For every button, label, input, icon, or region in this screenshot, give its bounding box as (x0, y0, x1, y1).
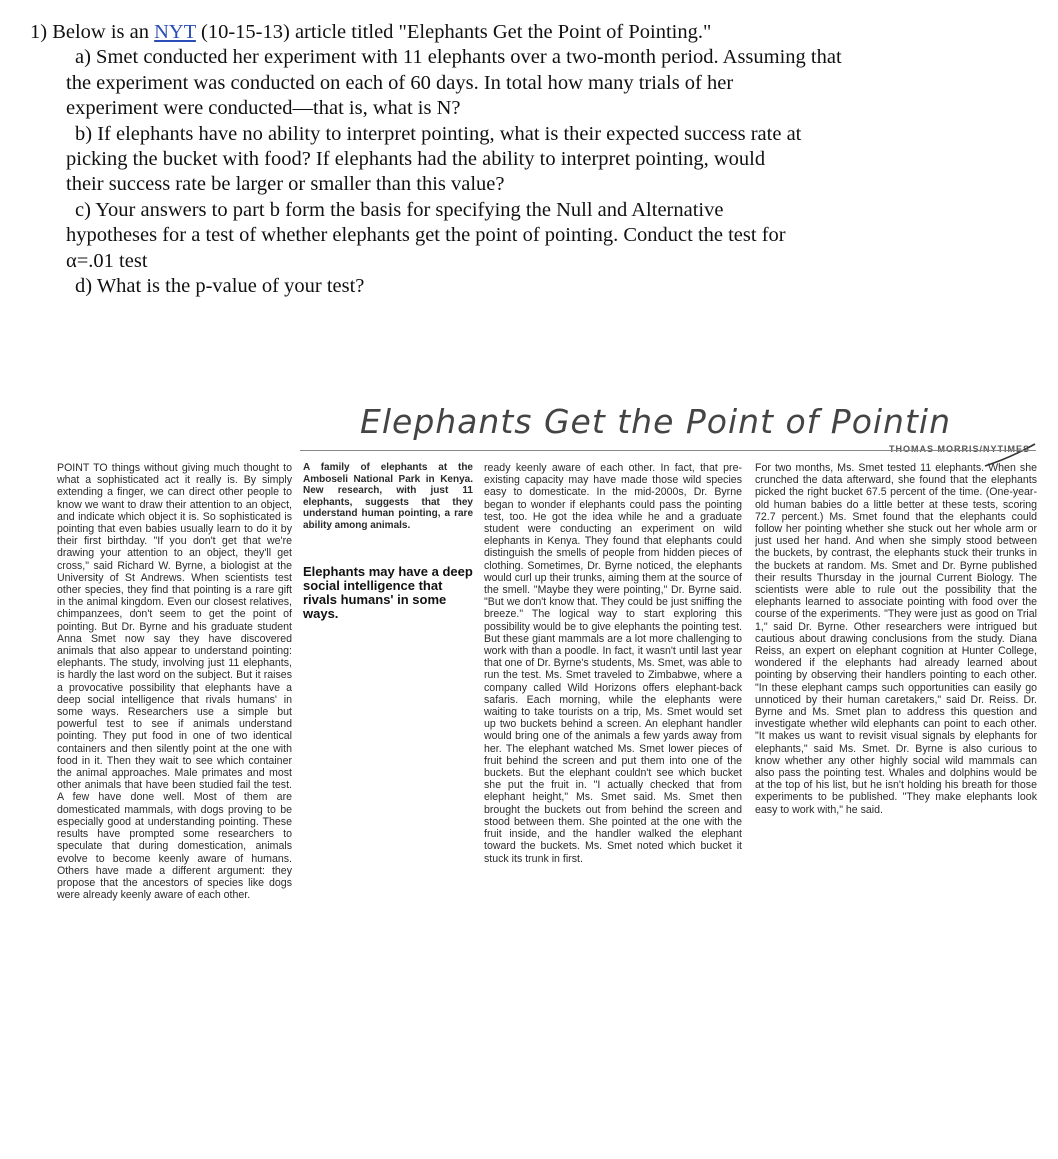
part-b-line3: their success rate be larger or smaller than this value? (66, 173, 505, 196)
question-intro (30, 20, 1030, 45)
pull-quote (303, 565, 473, 675)
intro-title-text: (10-15-13) article titled "Elephants Get the Point of Pointing." (195, 21, 712, 43)
part-a-line3: experiment were conducted—that is, what is N? (66, 97, 461, 120)
column-3-text: For two months, Ms. Smet tested 11 elephants. When she crunched the data afterward, she found that the elephants picked the right bucket 67.5 percent of the time. (One-year-old human babies do a little better at these tests, scoring 72.7 percent.) Ms. Smet found that the elephants could follow her pointing whether she stuck out her whole arm or just used her hand. And when she simply stood between the buckets, by contrast, the elephants stuck their trunks in the buckets at random. Ms. Smet and Dr. Byrne published their results Thursday in the journal Current Biology. The scientists were able to rule out the possibility that the elephants learned to associate pointing with food over the course of the experiments. "They were just as good on Trial 1," said Dr. Byrne. Other researchers were intrigued but cautious about drawing conclusions from the study. Diana Reiss, an expert on elephant cognition at Hunter College, wondered if the elephants had already learned about pointing by observing their handlers pointing to each other. "In these elephant camps such opportunities can easily go unnoticed by their human caretakers," said Dr. Reiss. Dr. Byrne and Ms. Smet plan to address this question and investigate whether wild elephants can point to each other. "It makes us want to revisit visual signals by elephants for elephants," said Ms. Smet. Dr. Byrne is also curious to know whether any other highly social wild mammals can also pass the pointing test. Whales and dolphins would be at the top of his list, but he isn't holding his breath for those experiments to be published. "They make elephants look easy to work with," he said. (755, 462, 1037, 816)
part-a-line1: a) Smet conducted her experiment with 11 elephants over a two-month period. Assuming that (75, 46, 842, 69)
pull-quote-text: Elephants may have a deep social intelligence that rivals humans' in some ways. (303, 565, 473, 621)
nyt-link[interactable]: NYT (154, 21, 196, 43)
part-b-line2: picking the bucket with food? If elephants had the ability to interpret pointing, would (66, 148, 766, 171)
column-2-text: ready keenly aware of each other. In fact, that pre-existing capacity may have made those wild species easy to domesticate. In the mid-2000s, Dr. Byrne began to wonder if elephants could pass the pointing test, too. He got the idea while he and a graduate student were conducting an experiment on wild elephants in Kenya. They found that elephants could distinguish the smells of people from hidden pieces of clothing. Sometimes, Dr. Byrne noticed, the elephants would curl up their trunks, aiming them at the source of the smell. "Maybe they were pointing," Dr. Byrne said. "But we don't know that. They could be just sniffing the breeze." The logical way to start exploring this possibility would be to give elephants the pointing test. But these giant mammals are a lot more challenging to work with than a poodle. In fact, it wasn't until last year that one of Dr. Byrne's students, Ms. Smet, was able to run the test. Ms. Smet traveled to Zimbabwe, where a company called Wild Horizons offers elephant-back safaris. Each morning, while the elephants were waiting to take tourists on a trip, Ms. Smet would set up two buckets behind a screen. An elephant handler would bring one of the animals a few yards away from her. The elephant watched Ms. Smet lower pieces of fruit behind the screen and put them into one of the buckets. But the elephant couldn't see which bucket she put the fruit in. "I actually checked that from elephant height," Ms. Smet said. Ms. Smet then brought the buckets out from behind the screen and stood between them. She pointed at the one with the fruit inside, and the handler walked the elephant toward the buckets. Ms. Smet noted which bucket it stuck its trunk in first. (484, 462, 742, 865)
article-column-3 (755, 462, 1037, 1142)
part-c-line3: α=.01 test (66, 249, 148, 272)
part-a-line2: the experiment was conducted on each of 60 days. In total how many trials of her (66, 71, 734, 94)
article-column-1 (57, 462, 292, 1152)
photo-credit: THOMAS MORRIS/NYTIMES (888, 444, 1030, 454)
intro-text: 1) Below is an (30, 21, 155, 43)
article-headline: Elephants Get the Point of Pointin (360, 402, 951, 441)
question-block (30, 20, 1030, 299)
part-c-line1: c) Your answers to part b form the basis for specifying the Null and Alternative (75, 198, 724, 221)
photo-caption (303, 462, 473, 572)
article-column-2 (484, 462, 742, 1142)
caption-text: A family of elephants at the Amboseli National Park in Kenya. New research, with just 11 elephants, suggests that they understand human pointing, a rare ability among animals. (303, 462, 473, 531)
part-b-line1: b) If elephants have no ability to interpret pointing, what is their expected success rate at (75, 122, 802, 145)
header-rule (300, 450, 1036, 451)
part-d-line1: d) What is the p-value of your test? (75, 275, 365, 298)
column-1-text: POINT TO things without giving much thought to what a sophisticated act it really is. By simply extending a finger, we can direct other people to know we want to draw their attention to an object, and indicate which object it is. So sophisticated is pointing that even babies usually learn to do it by their first birthday. "If you don't get that we're drawing your attention to an object, they'll get cross," said Richard W. Byrne, a biologist at the University of St Andrews. When scientists test other species, they find that pointing is a rare gift in the animal kingdom. Even our closest relatives, chimpanzees, don't seem to get the point of pointing. But Dr. Byrne and his graduate student Anna Smet now say they have discovered animals that also appear to understand pointing: elephants. The study, involving just 11 elephants, is hardly the last word on the subject. But it raises a provocative possibility that elephants have a deep social intelligence that rivals humans' in some ways. Researchers use a simple but powerful test to see if animals understand pointing. They put food in one of two identical containers and then silently point at the one with food in it. Then they wait to see which container the animal approaches. Male primates and most other animals that have been studied fail the test. A few have done well. Most of them are domesticated mammals, with dogs proving to be especially good at understanding pointing. These results have prompted some researchers to speculate that during domestication, animals evolve to become keenly aware of humans. Others have made a different argument: they propose that the ancestors of species like dogs were already keenly aware of each other. (57, 462, 292, 902)
part-c-line2: hypotheses for a test of whether elephants get the point of pointing. Conduct the test for (66, 224, 786, 247)
